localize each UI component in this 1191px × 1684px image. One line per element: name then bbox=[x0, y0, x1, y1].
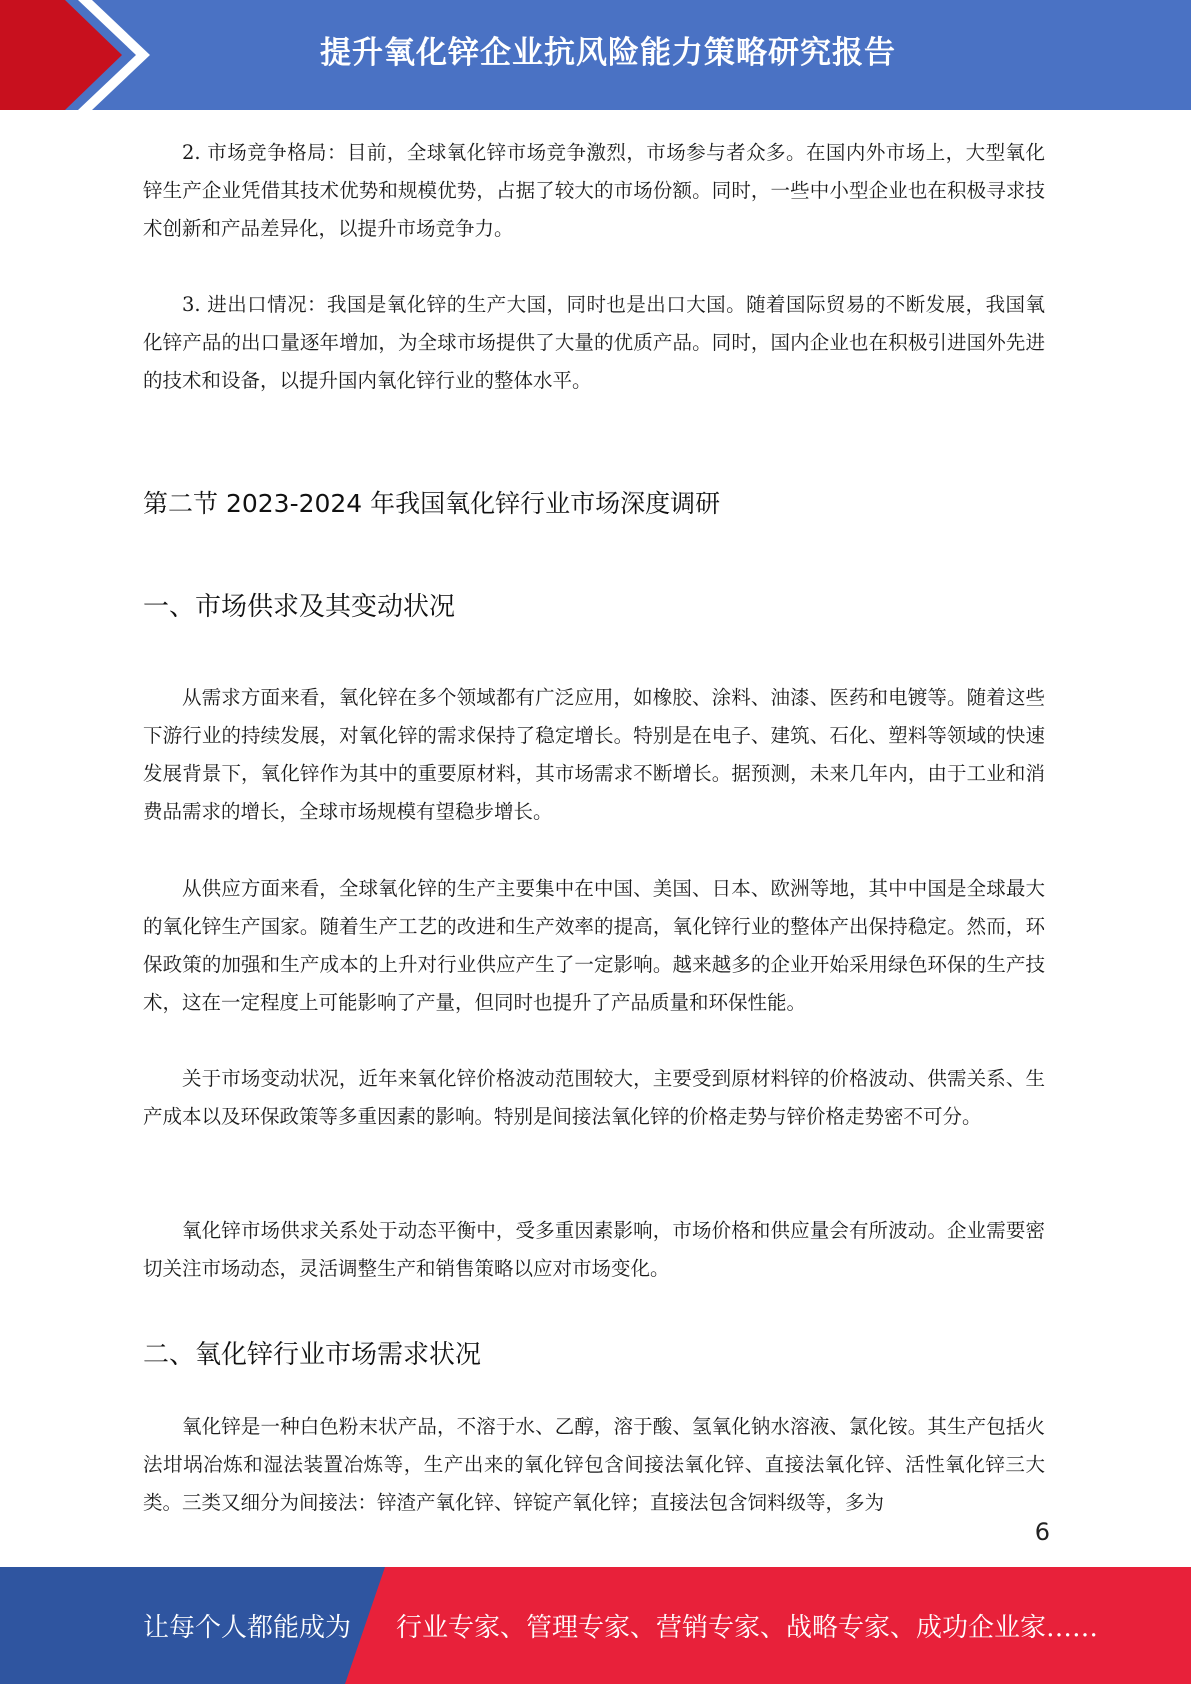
page-footer bbox=[0, 1567, 1191, 1684]
paragraph-market-change: 关于市场变动状况，近年来氧化锌价格波动范围较大，主要受到原材料锌的价格波动、供需关系、生产成本以及环保政策等多重因素的影响。特别是间接法氧化锌的价格走势与锌价格走势密不可分。 bbox=[143, 1067, 1045, 1128]
footer-slogan-right: 行业专家、管理专家、营销专家、战略专家、成功企业家…… bbox=[396, 1613, 1099, 1643]
paragraph-import-export: 3. 进出口情况：我国是氧化锌的生产大国，同时也是出口大国。随着国际贸易的不断发展，我国氧化锌产品的出口量逐年增加，为全球市场提供了大量的优质产品。同时，国内企业也在积极引进国外先进的技术和设备，以提升国内氧化锌行业的整体水平。 bbox=[143, 293, 1045, 392]
header-arrow-decoration bbox=[0, 0, 160, 110]
paragraph-market-competition: 2. 市场竞争格局：目前，全球氧化锌市场竞争激烈，市场参与者众多。在国内外市场上，大型氧化锌生产企业凭借其技术优势和规模优势，占据了较大的市场份额。同时，一些中小型企业也在积极寻求技术创新和产品差异化，以提升市场竞争力。 bbox=[143, 141, 1045, 240]
page-header bbox=[0, 0, 1191, 110]
subsection-title-market-demand: 二、氧化锌行业市场需求状况 bbox=[143, 1340, 482, 1370]
paragraph-demand: 从需求方面来看，氧化锌在多个领域都有广泛应用，如橡胶、涂料、油漆、医药和电镀等。随着这些下游行业的持续发展，对氧化锌的需求保持了稳定增长。特别是在电子、建筑、石化、塑料等领域的快速发展背景下，氧化锌作为其中的重要原材料，其市场需求不断增长。据预测，未来几年内，由于工业和消费品需求的增长，全球市场规模有望稳步增长。 bbox=[143, 686, 1045, 823]
report-title: 提升氧化锌企业抗风险能力策略研究报告 bbox=[320, 35, 896, 71]
paragraph-product-overview: 氧化锌是一种白色粉末状产品，不溶于水、乙醇，溶于酸、氢氧化钠水溶液、氯化铵。其生产包括火法坩埚冶炼和湿法装置冶炼等，生产出来的氧化锌包含间接法氧化锌、直接法氧化锌、活性氧化锌三大类。三类又细分为间接法：锌渣产氧化锌、锌锭产氧化锌；直接法包含饲料级等，多为 bbox=[143, 1415, 1045, 1514]
paragraph-supply: 从供应方面来看，全球氧化锌的生产主要集中在中国、美国、日本、欧洲等地，其中中国是全球最大的氧化锌生产国家。随着生产工艺的改进和生产效率的提高，氧化锌行业的整体产出保持稳定。然而，环保政策的加强和生产成本的上升对行业供应产生了一定影响。越来越多的企业开始采用绿色环保的生产技术，这在一定程度上可能影响了产量，但同时也提升了产品质量和环保性能。 bbox=[143, 877, 1045, 1014]
footer-slogan-left: 让每个人都能成为 bbox=[143, 1613, 352, 1643]
paragraph-balance: 氧化锌市场供求关系处于动态平衡中，受多重因素影响，市场价格和供应量会有所波动。企业需要密切关注市场动态，灵活调整生产和销售策略以应对市场变化。 bbox=[143, 1219, 1045, 1280]
page-number: 6 bbox=[1034, 1518, 1050, 1546]
section-title: 第二节 2023-2024 年我国氧化锌行业市场深度调研 bbox=[143, 489, 721, 518]
subsection-title-supply-demand: 一、市场供求及其变动状况 bbox=[143, 592, 456, 622]
